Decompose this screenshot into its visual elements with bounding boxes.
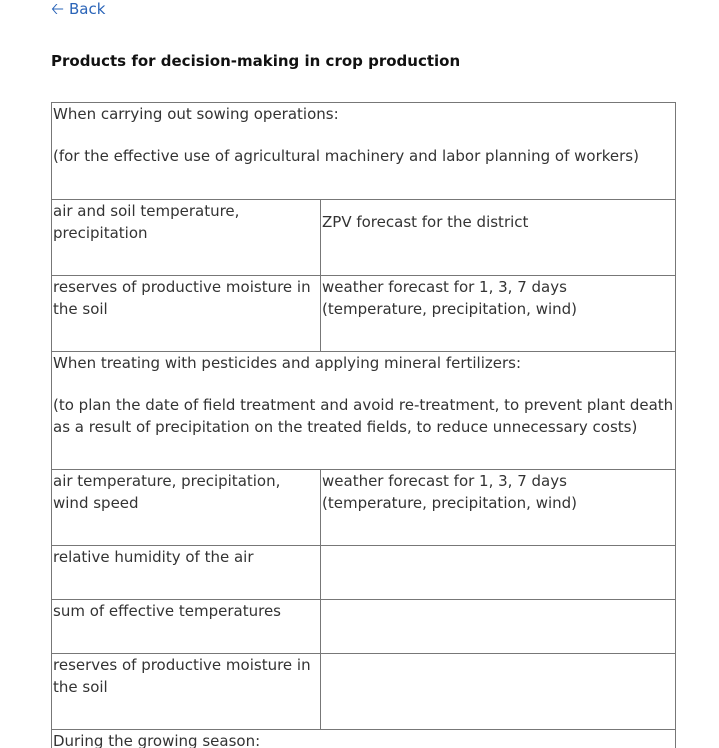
section-heading: When carrying out sowing operations: <box>53 105 339 123</box>
section-heading-row <box>52 103 676 200</box>
parameter-cell: sum of effective temperatures <box>52 600 321 654</box>
section-heading-row <box>52 352 676 470</box>
section-heading-cell <box>52 103 676 200</box>
product-cell: ZPV forecast for the district <box>321 200 676 276</box>
section-heading-row <box>52 730 676 748</box>
parameter-cell: reserves of productive moisture in the soil <box>52 654 321 730</box>
table-row <box>52 200 676 276</box>
back-link-label: Back <box>68 0 106 18</box>
section-note: (to plan the date of field treatment and avoid re-treatment, to prevent plant death as a result of precipitation on the treated fields, to reduce unnecessary costs) <box>53 396 674 436</box>
parameter-cell: air temperature, precipitation, wind speed <box>52 470 321 546</box>
back-link[interactable] <box>51 0 105 19</box>
product-cell <box>321 546 676 600</box>
table-row <box>52 600 676 654</box>
section-heading: When treating with pesticides and applying mineral fertilizers: <box>53 354 522 372</box>
products-table <box>51 102 676 748</box>
product-cell <box>321 654 676 730</box>
product-cell <box>321 600 676 654</box>
parameter-cell: relative humidity of the air <box>52 546 321 600</box>
table-row <box>52 470 676 546</box>
section-heading-cell <box>52 352 676 470</box>
section-heading-cell <box>52 730 676 748</box>
table-row <box>52 276 676 352</box>
parameter-cell: reserves of productive moisture in the soil <box>52 276 321 352</box>
parameter-cell: air and soil temperature, precipitation <box>52 200 321 276</box>
product-cell: weather forecast for 1, 3, 7 days (temperature, precipitation, wind) <box>321 470 676 546</box>
section-heading: During the growing season: <box>53 732 261 748</box>
product-cell: weather forecast for 1, 3, 7 days (temperature, precipitation, wind) <box>321 276 676 352</box>
table-row <box>52 546 676 600</box>
arrow-left-icon: 🡠 <box>51 0 64 18</box>
table-row <box>52 654 676 730</box>
section-note: (for the effective use of agricultural machinery and labor planning of workers) <box>53 147 639 165</box>
page-title: Products for decision-making in crop production <box>51 52 461 70</box>
